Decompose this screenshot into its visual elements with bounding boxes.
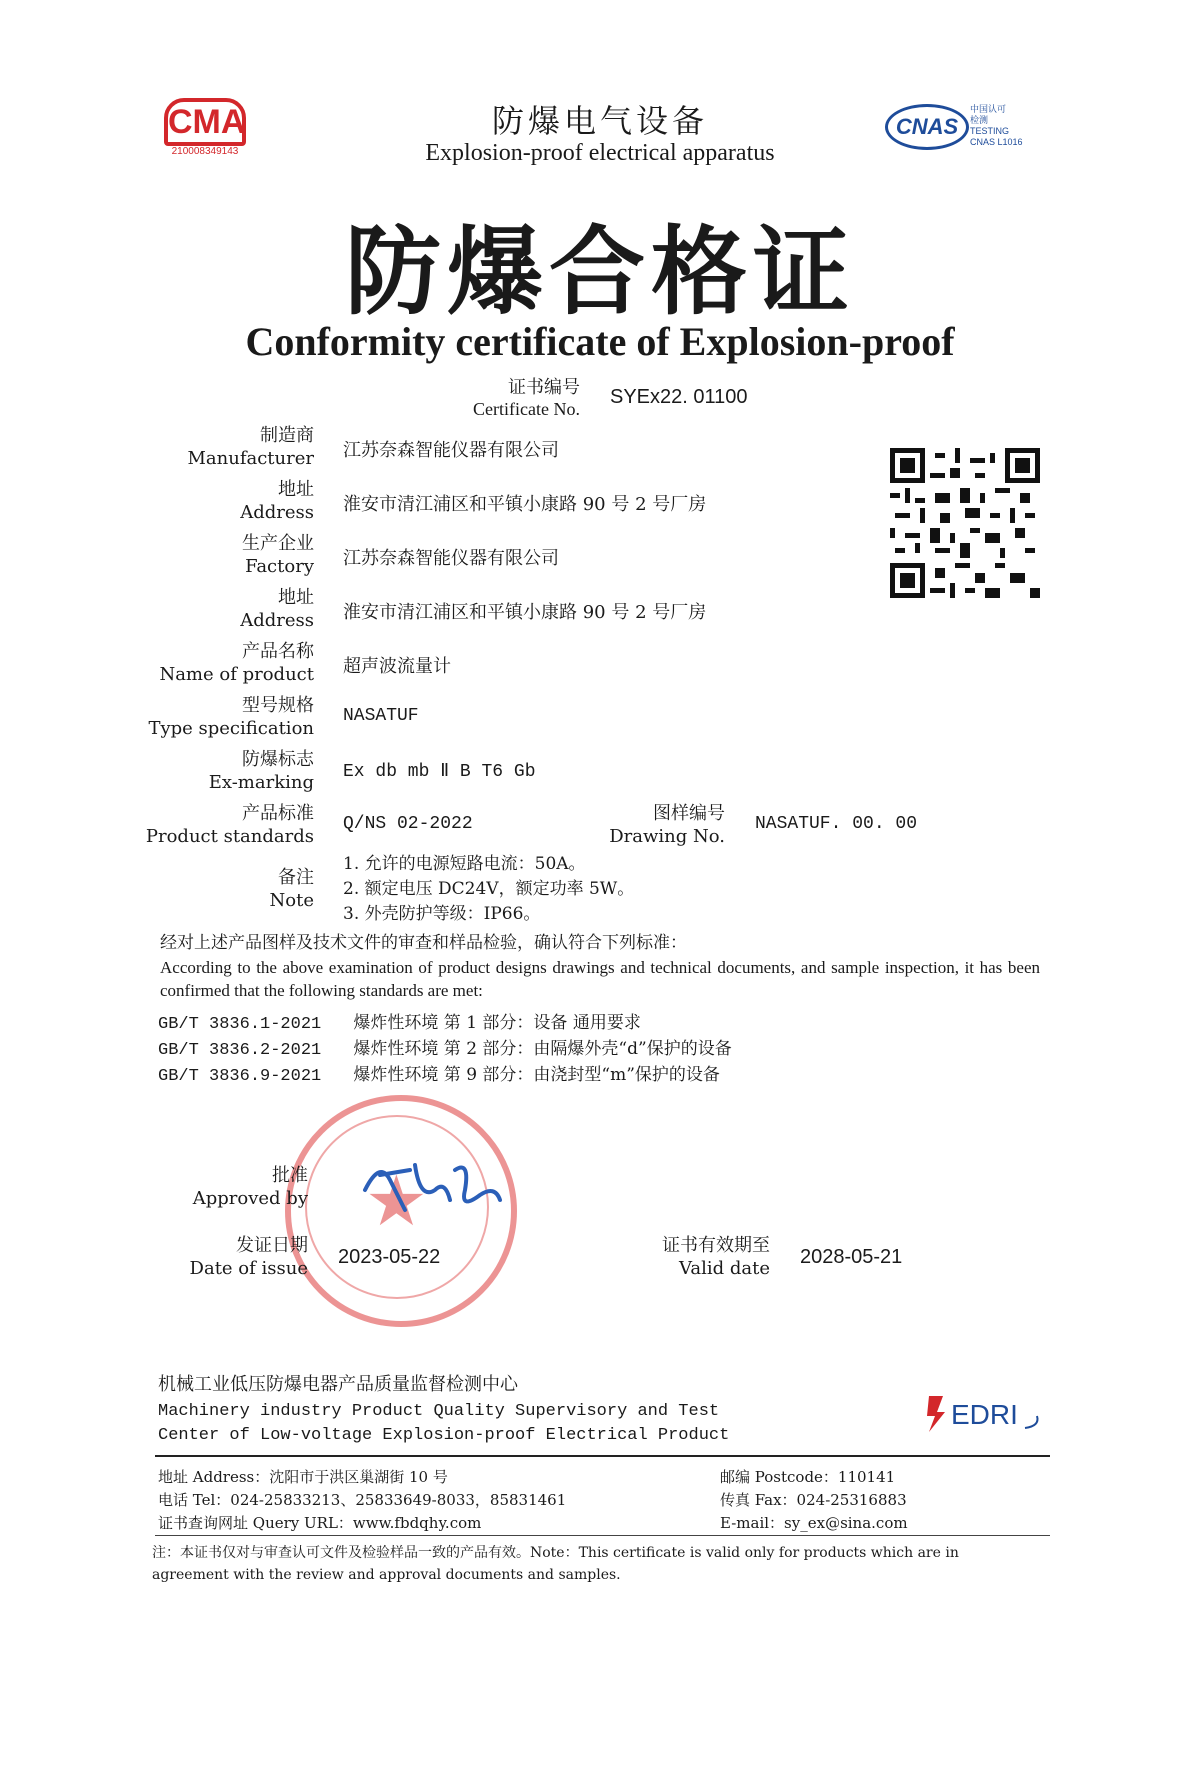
cma-number: 210008349143 xyxy=(171,146,239,157)
note-list xyxy=(343,852,634,927)
product-name-label-cn: 产品名称 xyxy=(242,641,314,662)
ex-marking-value: Ex db mb Ⅱ B T6 Gb xyxy=(343,762,536,782)
product-standards-label-cn: 产品标准 xyxy=(242,803,314,824)
factory-address-value: 淮安市清江浦区和平镇小康路 90 号 2 号厂房 xyxy=(343,602,707,623)
certificate-no-label-cn: 证书编号 xyxy=(508,377,580,397)
note-item: 1. 允许的电源短路电流：50A。 xyxy=(343,854,586,874)
issuer-name-cn: 机械工业低压防爆电器产品质量监督检测中心 xyxy=(158,1374,518,1395)
footnote: 注：本证书仅对与审查认可文件及检验样品一致的产品有效。Note：This certificate is valid only for products which are in agreement with the review and approval documents and samples. xyxy=(152,1545,959,1583)
contact-address: 地址 Address：沈阳市于洪区巢湖街 10 号 xyxy=(158,1468,448,1486)
standard-code: GB/T 3836.9-2021 xyxy=(158,1067,322,1086)
note-item: 2. 额定电压 DC24V，额定功率 5W。 xyxy=(343,879,635,899)
approved-by-label-cn: 批准 xyxy=(272,1165,308,1186)
factory-address-label-en: Address xyxy=(240,610,314,631)
approved-by-label xyxy=(128,1164,308,1210)
factory-value: 江苏奈森智能仪器有限公司 xyxy=(343,548,559,569)
cnas-text-line: CNAS L1016 xyxy=(970,137,1023,147)
statement-cn: 经对上述产品图样及技术文件的审查和样品检验，确认符合下列标准： xyxy=(160,933,687,953)
main-title-cn: 防爆合格证 xyxy=(345,215,855,328)
factory-label xyxy=(134,532,314,578)
manufacturer-value: 江苏奈森智能仪器有限公司 xyxy=(343,440,559,461)
contact-email: E-mail：sy_ex@sina.com xyxy=(720,1514,908,1532)
product-name-label xyxy=(134,640,314,686)
issuer-name-en-1: Machinery industry Product Quality Supervisory and Test xyxy=(158,1402,720,1421)
edri-logo-text: EDRI xyxy=(951,1399,1018,1430)
manufacturer-label-cn: 制造商 xyxy=(260,425,314,446)
seal-star-icon: ★ xyxy=(365,1160,428,1242)
issue-date-value: 2023-05-22 xyxy=(338,1246,441,1268)
note-label-cn: 备注 xyxy=(278,867,314,888)
note-label-en: Note xyxy=(269,890,314,911)
qr-code xyxy=(890,448,1040,598)
cnas-logo: CNAS xyxy=(885,104,969,150)
valid-date-label-cn: 证书有效期至 xyxy=(662,1235,770,1256)
contact-fax: 传真 Fax：024-25316883 xyxy=(720,1491,907,1509)
contact-postcode: 邮编 Postcode：110141 xyxy=(720,1468,896,1486)
contact-url: 证书查询网址 Query URL：www.fbdqhy.com xyxy=(158,1514,482,1532)
header-title-en: Explosion-proof electrical apparatus xyxy=(425,140,775,166)
issue-date-label xyxy=(128,1234,308,1280)
cnas-text-line: 中国认可 xyxy=(970,104,1007,114)
type-spec-value: NASATUF xyxy=(343,706,419,726)
issue-date-label-en: Date of issue xyxy=(189,1258,308,1279)
note-item: 3. 外壳防护等级：IP66。 xyxy=(343,904,541,924)
note-label xyxy=(134,866,314,912)
footer-divider-thin xyxy=(155,1535,1050,1536)
address-value: 淮安市清江浦区和平镇小康路 90 号 2 号厂房 xyxy=(343,494,707,515)
edri-logo xyxy=(925,1388,1045,1436)
standard-row xyxy=(158,1060,720,1086)
main-title-en: Conformity certificate of Explosion-proof xyxy=(245,319,955,364)
drawing-no-label-en: Drawing No. xyxy=(609,826,725,847)
cma-logo: CMA xyxy=(164,98,246,146)
address-label-cn: 地址 xyxy=(278,479,314,500)
approved-by-label-en: Approved by xyxy=(192,1188,308,1209)
contact-tel: 电话 Tel：024-25833213、25833649-8033，85831461 xyxy=(158,1491,567,1509)
product-standards-label xyxy=(134,802,314,848)
standard-desc: 爆炸性环境 第 9 部分：由浇封型“m”保护的设备 xyxy=(353,1065,720,1085)
standard-desc: 爆炸性环境 第 2 部分：由隔爆外壳“d”保护的设备 xyxy=(353,1039,732,1059)
standard-desc: 爆炸性环境 第 1 部分：设备 通用要求 xyxy=(353,1013,641,1033)
valid-date-value: 2028-05-21 xyxy=(800,1246,903,1268)
manufacturer-label xyxy=(134,424,314,470)
certificate-no-label-en: Certificate No. xyxy=(473,399,580,419)
product-standards-value: Q/NS 02-2022 xyxy=(343,814,473,834)
standard-code: GB/T 3836.1-2021 xyxy=(158,1015,322,1034)
issue-date-label-cn: 发证日期 xyxy=(236,1235,308,1256)
issuer-name-en-2: Center of Low-voltage Explosion-proof Electrical Product xyxy=(158,1426,730,1445)
factory-address-label xyxy=(134,586,314,632)
certificate-no-label xyxy=(420,376,580,420)
drawing-no-value: NASATUF. 00. 00 xyxy=(755,814,918,834)
type-spec-label-cn: 型号规格 xyxy=(242,695,314,716)
ex-marking-label-cn: 防爆标志 xyxy=(242,749,314,770)
product-name-label-en: Name of product xyxy=(159,664,314,685)
factory-label-cn: 生产企业 xyxy=(242,533,314,554)
factory-label-en: Factory xyxy=(245,556,314,577)
product-name-value: 超声波流量计 xyxy=(343,656,451,677)
address-label xyxy=(134,478,314,524)
standard-row xyxy=(158,1034,732,1060)
footer-divider xyxy=(155,1455,1050,1457)
type-spec-label-en: Type specification xyxy=(148,718,314,739)
drawing-no-label-cn: 图样编号 xyxy=(653,803,725,824)
ex-marking-label xyxy=(134,748,314,794)
type-spec-label xyxy=(134,694,314,740)
ex-marking-label-en: Ex-marking xyxy=(208,772,314,793)
valid-date-label-en: Valid date xyxy=(679,1258,770,1279)
statement-en: According to the above examination of product designs drawings and technical documents, and sample inspection, it has been confirmed that the following standards are met: xyxy=(160,958,1040,1000)
product-standards-label-en: Product standards xyxy=(145,826,314,847)
factory-address-label-cn: 地址 xyxy=(278,587,314,608)
header-title-cn: 防爆电气设备 xyxy=(491,102,708,140)
address-label-en: Address xyxy=(240,502,314,523)
cnas-text-line: 检测 xyxy=(970,115,989,125)
standard-code: GB/T 3836.2-2021 xyxy=(158,1041,322,1060)
manufacturer-label-en: Manufacturer xyxy=(187,448,314,469)
signature xyxy=(360,1150,510,1220)
standard-row xyxy=(158,1008,641,1034)
valid-date-label xyxy=(590,1234,770,1280)
certificate-no-value: SYEx22. 01100 xyxy=(610,386,748,408)
cnas-text-line: TESTING xyxy=(970,126,1010,136)
drawing-no-label xyxy=(545,802,725,848)
